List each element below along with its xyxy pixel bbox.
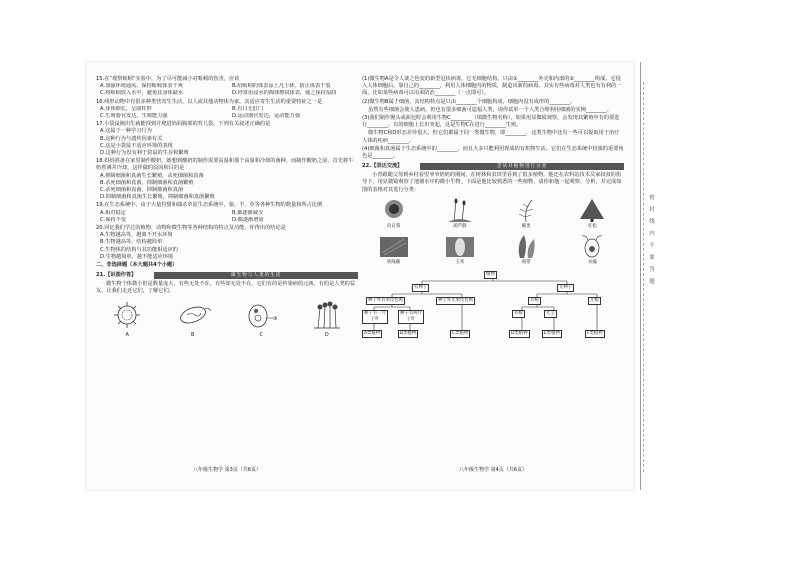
option: D.运动器官发达，运动能力强 bbox=[232, 113, 300, 120]
yeast-cell-icon bbox=[241, 300, 281, 330]
tree-node: 种子有一片子叶 bbox=[362, 310, 388, 324]
plant-figure bbox=[362, 197, 425, 230]
option: D.这种行为没有利于袋鼠的生存和繁殖 bbox=[100, 150, 189, 157]
option: A.加强环境通风，保持蚯蚓体表干爽 bbox=[100, 83, 183, 90]
figure-label: B bbox=[191, 331, 195, 338]
question-stem: 17.小袋鼠刚出生就能找到并爬进妈妈腹部的育儿袋。下列有关叙述正确的是 bbox=[96, 121, 271, 128]
page-3 bbox=[96, 76, 358, 480]
seal-dashed-line bbox=[643, 82, 644, 472]
question-text: 小青跟随父母到乡村看望爷爷奶奶的期间，在树林和农田里看到了很多植物。他还在农科站技术员家叔叔的指导下，用显微镜观察了池塘水中的微小生物。下面是他比较熟悉的一些植物，请你和他一起观察、分析，并完成如图的表格对其进行分类： bbox=[362, 172, 622, 193]
tree-leaf: F类植物 bbox=[587, 331, 603, 337]
plant-label: 向日葵 bbox=[387, 223, 401, 229]
question-17 bbox=[96, 121, 358, 157]
page-footer: 八年级生物学 第4页（共6页） bbox=[459, 466, 527, 473]
question-text: 微生物个体微小但是数量庞大，有些无处不在，有些却无处不在。它们有的是传染病的元凶，有的是人类的益友。让我们走近它们，了解它们。 bbox=[96, 281, 356, 295]
tree-node: 无种子 bbox=[559, 285, 573, 291]
option: C.杀死细菌和真菌，抑制细菌和真菌 bbox=[100, 187, 184, 194]
seal-line-text: 密封线内不要答题 bbox=[649, 195, 655, 285]
tree-leaf: B类植物 bbox=[400, 331, 417, 337]
section-heading: 二、非选择题（本大题共4个小题） bbox=[96, 262, 178, 269]
tree-node: 有根 bbox=[514, 311, 523, 317]
section-banner: 尝试对植物进行分类 bbox=[420, 163, 624, 170]
question-21-part-1: (1)微生物A是令人谈之色变的新型冠状病毒，它无细胞结构，只由①________外壳和内部的②________组成。它侵入人体细胞后，靠自己的________，利用人体细胞内的物质，制造出新的病毒。其实有些病毒对人类也有有利的一面，比如某些病毒可以用来防治________（一点即可）。 bbox=[362, 76, 622, 97]
question-22 bbox=[362, 161, 624, 350]
option: C.生殖器官发达，生殖能力强 bbox=[100, 113, 168, 120]
option: A.生物越高等，越离不开水环境 bbox=[100, 232, 173, 239]
question-stem: 18.妈妈准备在家里制作酸奶，她想到酸奶的制作需要高温和那个高温和冷却的菌种，而制作酸奶之前，首先将牛奶煮沸并冷却，这样做的原因和目的是 bbox=[96, 158, 354, 172]
plant-figure bbox=[362, 233, 425, 266]
plant-label: 红松 bbox=[587, 223, 597, 229]
question-stem: 20.回忆我们学过的植物、动物和微生物等各种结构的特点及功能，你得出的结论是 bbox=[96, 225, 286, 232]
fern-icon bbox=[506, 197, 546, 223]
tree-node: 有种子 bbox=[414, 285, 428, 291]
question-21 bbox=[96, 270, 358, 339]
tree-leaf: C类植物 bbox=[452, 331, 469, 337]
option: C.生物体的结构与其功能相适应的 bbox=[100, 246, 178, 253]
plant-figure bbox=[428, 197, 491, 230]
figure-label: A bbox=[125, 331, 129, 338]
mold-icon bbox=[310, 300, 344, 330]
page-footer: 八年级生物学 第3页（共6页） bbox=[193, 466, 261, 473]
seal-line-margin bbox=[640, 62, 667, 490]
tree-leaf: D类植物 bbox=[511, 331, 528, 337]
question-21-part-2: (2)微生物B属于细菌，其结构特点是只由________个细胞构成，细胞内没有成形的________。 bbox=[362, 98, 576, 105]
figure-label: C bbox=[259, 331, 263, 338]
tree-leaf: E类植物 bbox=[544, 331, 560, 337]
moss-icon bbox=[440, 197, 480, 223]
section-banner: 微生物与人类的生活 bbox=[154, 272, 358, 279]
plant-figure bbox=[561, 197, 624, 230]
tree-leaf: A类植物 bbox=[364, 331, 381, 337]
tree-node: 有根 bbox=[530, 298, 539, 304]
question-21-part-3b: 微生物C和D形态差异很大，但它们都属于同一类微生物，即________，这类生物中还有一些可以提取用于治疗人体的疾病________。 bbox=[362, 130, 620, 144]
tree-node: 无根 bbox=[590, 298, 599, 304]
tree-node: 种子外有果皮包被 bbox=[368, 298, 404, 304]
option: B.生物越高等，结构越简单 bbox=[100, 239, 163, 246]
question-16 bbox=[96, 99, 358, 121]
question-stem: 19.在生态系统中，由于大量狩猎和捕杀草原生态系统中，狼、羊、草等各种生物的数量和所占比例 bbox=[96, 202, 323, 209]
plant-label: 葫芦藓 bbox=[453, 223, 467, 229]
option: D.都逐渐增加 bbox=[232, 216, 264, 223]
mold-figure bbox=[310, 300, 344, 340]
option: B.有口无肛门 bbox=[232, 105, 264, 112]
corn-icon bbox=[440, 233, 480, 259]
tree-node: 植物 bbox=[486, 272, 495, 278]
option: B.杀死细菌和真菌，抑制细菌和真菌繁殖 bbox=[100, 179, 194, 186]
option: B.都逐渐减少 bbox=[232, 209, 264, 216]
marker-text: ③ bbox=[273, 315, 278, 322]
option: A.身体细长，呈圆柱形 bbox=[100, 105, 152, 112]
option: B.这种行为与遗传因素有关 bbox=[100, 135, 163, 142]
plant-figure bbox=[495, 233, 558, 266]
plant-label: 铁线蕨 bbox=[387, 260, 401, 266]
option: A.抑制细菌和真菌生长繁殖，杀死细菌和真菌 bbox=[100, 172, 204, 179]
bacterium-figure bbox=[173, 300, 213, 340]
plant-figure bbox=[561, 233, 624, 266]
question-21-part-4: (4)细菌和真菌属于生态系统中的________，而且大多只能利用现成的有机物生活。它们在生态系统中扮演的重要角色是________。 bbox=[362, 145, 624, 160]
option: D.经常用浸水的棉球擦拭体表，使之保持湿润 bbox=[232, 90, 337, 97]
pine-icon bbox=[572, 197, 612, 223]
option: B.给蚯蚓的体表涂上凡士林，防止体表干裂 bbox=[232, 83, 331, 90]
question-19 bbox=[96, 202, 358, 224]
virus-figure bbox=[110, 300, 144, 340]
question-18 bbox=[96, 158, 358, 201]
question-20 bbox=[96, 225, 358, 261]
question-stem: 15.在“观察蚯蚓”实验中，为了尽可能减小对蚯蚓的伤害，应该 bbox=[96, 76, 240, 82]
tree-node: 无茎 bbox=[546, 311, 555, 317]
option: C.将蚯蚓放入水中，避免其身体缺水 bbox=[100, 90, 184, 97]
question-stem: 16.线形动物中有很多种类营寄生生活，以人或其他动物体为家。其适应寄生生活的重要特征之一是 bbox=[96, 98, 323, 105]
question-21-part-2b: 虽然有些细菌会使人患病，但也有很多细菌可造福人类，请你试举一个人类合理利用细菌的实例________。 bbox=[368, 106, 612, 113]
option: A.这属于一种学习行为 bbox=[100, 128, 152, 135]
kelp-icon bbox=[506, 233, 546, 259]
option: C.保持不变 bbox=[100, 216, 127, 223]
plant-label: 衣藻 bbox=[587, 260, 597, 266]
plant-label: 蕨类 bbox=[521, 223, 531, 229]
question-15 bbox=[96, 76, 358, 98]
plant-figure bbox=[495, 197, 558, 230]
tree-node: 种子外无果皮包被 bbox=[438, 298, 474, 304]
option: D.生物越简单，越不能适应环境 bbox=[100, 253, 174, 260]
bacterium-icon bbox=[173, 300, 213, 330]
microbe-figures bbox=[96, 300, 358, 340]
plant-label: 海带 bbox=[521, 260, 531, 266]
yeast-figure bbox=[241, 300, 281, 340]
sunflower-icon bbox=[374, 197, 414, 223]
plant-label: 玉米 bbox=[455, 260, 465, 266]
plant-figure bbox=[428, 233, 491, 266]
virus-icon bbox=[110, 300, 144, 330]
fern2-icon bbox=[374, 233, 414, 259]
tree-node: 种子有两片子叶 bbox=[398, 310, 424, 324]
page-4 bbox=[362, 76, 624, 480]
exam-paper bbox=[86, 62, 634, 490]
question-21-part-3: (3)我们制作馒头或面包时会利用生物C________（填微生物名称），如果用显微镜观察，会发现其繁殖中有的要进行________，有的细胞上长出突起，这是生物C在进行________生殖。 bbox=[362, 115, 620, 129]
option: D.抑制细菌和真菌生长繁殖，抑制细菌和真菌繁殖 bbox=[100, 194, 215, 201]
chlamydomonas-icon bbox=[572, 233, 612, 259]
plant-figures bbox=[362, 197, 624, 266]
question-label: 22.【表达交流】 bbox=[362, 163, 403, 170]
option: A.相对稳定 bbox=[100, 209, 126, 216]
option: C.这是小袋鼠不适应环境的表现 bbox=[100, 142, 173, 149]
figure-label: D bbox=[324, 331, 329, 338]
classification-tree bbox=[362, 270, 624, 350]
question-label: 21.【识图作答】 bbox=[96, 272, 137, 279]
